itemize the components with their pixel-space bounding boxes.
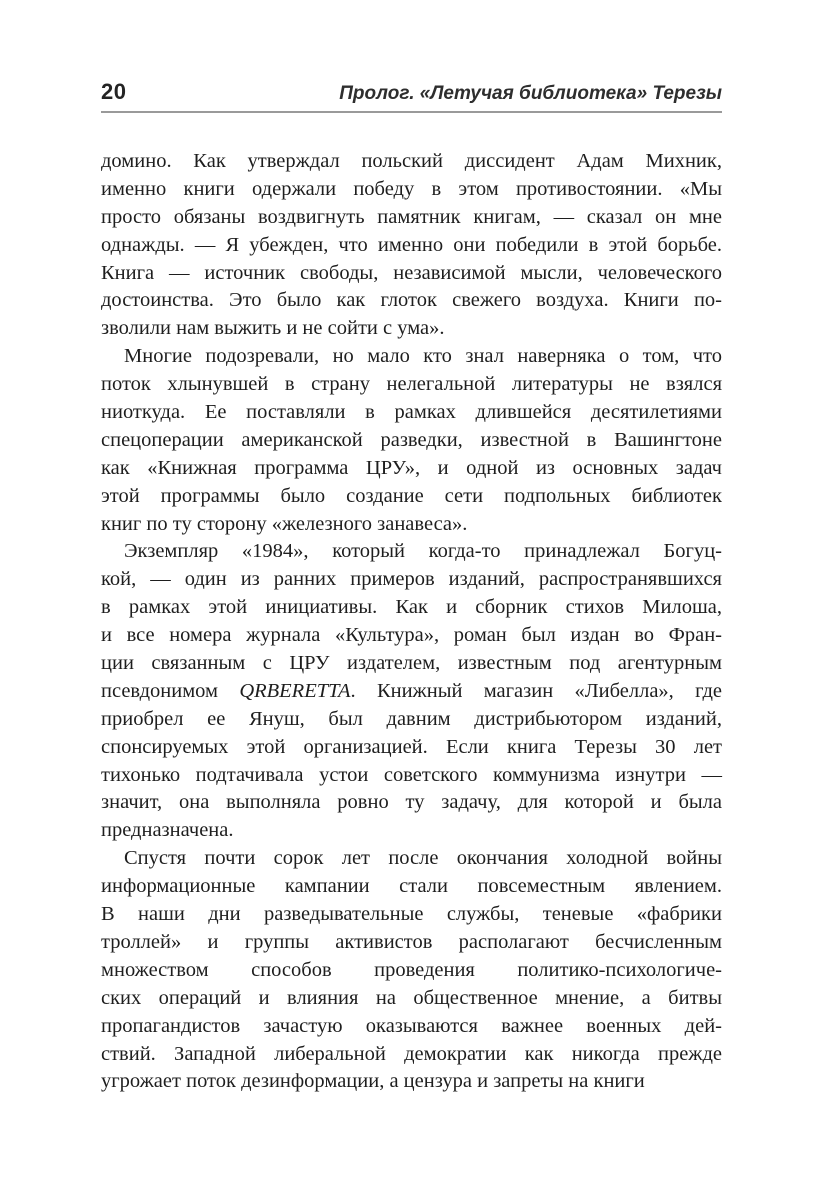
page-body bbox=[101, 148, 722, 1096]
text-segment: и все номера журнала «Культура», роман был издан во Фран- bbox=[101, 624, 722, 647]
text-segment: этой программы было создание сети подпольных библиотек bbox=[101, 484, 722, 507]
text-line bbox=[101, 204, 722, 232]
text-segment: троллей» и группы активистов располагают бесчисленным bbox=[101, 930, 722, 953]
text-line bbox=[101, 957, 722, 985]
text-line bbox=[101, 789, 722, 817]
running-head: Пролог. «Летучая библиотека» Терезы bbox=[339, 83, 722, 104]
header-rule bbox=[101, 111, 722, 113]
text-segment: книг по ту сторону «железного занавеса». bbox=[101, 512, 468, 535]
text-line bbox=[101, 650, 722, 678]
text-line bbox=[101, 538, 722, 566]
text-segment: множеством способов проведения политико-психологиче- bbox=[101, 958, 722, 981]
text-segment: Многие подозревали, но мало кто знал наверняка о том, что bbox=[124, 345, 722, 368]
text-line bbox=[101, 706, 722, 734]
text-line bbox=[101, 483, 722, 511]
text-segment: спецоперации американской разведки, известной в Вашингтоне bbox=[101, 428, 722, 451]
text-segment: достоинства. Это было как глоток свежего воздуха. Книги по- bbox=[101, 289, 722, 312]
text-segment: приобрел ее Януш, был давним дистрибьютором изданий, bbox=[101, 707, 722, 730]
text-segment: тихонько подтачивала устои советского коммунизма изнутри — bbox=[101, 763, 722, 786]
text-line bbox=[101, 734, 722, 762]
text-line bbox=[101, 901, 722, 929]
text-segment: ции связанным с ЦРУ издателем, известным под агентурным bbox=[101, 652, 722, 675]
text-line bbox=[101, 399, 722, 427]
text-segment: спонсируемых этой организацией. Если книга Терезы 30 лет bbox=[101, 735, 722, 758]
text-segment: как «Книжная программа ЦРУ», и одной из основных задач bbox=[101, 456, 722, 479]
text-segment: . Книжный магазин «Либелла», где bbox=[350, 679, 722, 702]
italic-text-segment: QRBERETTA bbox=[239, 679, 351, 702]
text-line bbox=[101, 929, 722, 957]
paragraph bbox=[101, 538, 722, 845]
text-line bbox=[101, 762, 722, 790]
text-line bbox=[101, 148, 722, 176]
text-segment: просто обязаны воздвигнуть памятник книгам, — сказал он мне bbox=[101, 205, 722, 228]
text-line bbox=[101, 232, 722, 260]
text-segment: В наши дни разведывательные службы, теневые «фабрики bbox=[101, 903, 722, 926]
text-line bbox=[101, 176, 722, 204]
text-line bbox=[101, 845, 722, 873]
text-segment: Спустя почти сорок лет после окончания холодной войны bbox=[124, 847, 722, 870]
text-line bbox=[101, 511, 722, 539]
text-line bbox=[101, 427, 722, 455]
text-segment: поток хлынувшей в страну нелегальной литературы не взялся bbox=[101, 373, 722, 396]
text-line bbox=[101, 1013, 722, 1041]
text-line bbox=[101, 985, 722, 1013]
text-line bbox=[101, 678, 722, 706]
text-segment: зволили нам выжить и не сойти с ума». bbox=[101, 317, 445, 340]
text-segment: Экземпляр «1984», который когда-то принадлежал Богуц- bbox=[124, 540, 722, 563]
text-segment: угрожает поток дезинформации, а цензура и запреты на книги bbox=[101, 1070, 645, 1093]
text-line bbox=[101, 371, 722, 399]
page-number: 20 bbox=[101, 79, 127, 104]
page-header bbox=[101, 0, 722, 106]
text-segment: именно книги одержали победу в этом противостоянии. «Мы bbox=[101, 177, 722, 200]
text-segment: ских операций и влияния на общественное мнение, а битвы bbox=[101, 986, 722, 1009]
text-line bbox=[101, 622, 722, 650]
text-segment: псевдонимом bbox=[101, 679, 240, 702]
text-segment: значит, она выполняла ровно ту задачу, для которой и была bbox=[101, 791, 722, 814]
text-line bbox=[101, 566, 722, 594]
text-segment: пропагандистов зачастую оказываются важнее военных дей- bbox=[101, 1014, 722, 1037]
page-column bbox=[101, 0, 722, 1096]
text-segment: Книга — источник свободы, независимой мысли, человеческого bbox=[101, 261, 722, 284]
text-line bbox=[101, 343, 722, 371]
text-segment: предназначена. bbox=[101, 819, 234, 842]
text-segment: ниоткуда. Ее поставляли в рамках длившейся десятилетиями bbox=[101, 401, 722, 424]
text-line bbox=[101, 594, 722, 622]
text-line bbox=[101, 1041, 722, 1069]
text-line bbox=[101, 873, 722, 901]
paragraph bbox=[101, 148, 722, 343]
text-line bbox=[101, 455, 722, 483]
text-line bbox=[101, 287, 722, 315]
text-line bbox=[101, 315, 722, 343]
paragraph bbox=[101, 845, 722, 1096]
text-segment: кой, — один из ранних примеров изданий, распространявшихся bbox=[101, 568, 722, 591]
text-segment: информационные кампании стали повсеместным явлением. bbox=[101, 875, 722, 898]
text-line bbox=[101, 260, 722, 288]
paragraph bbox=[101, 343, 722, 538]
text-line bbox=[101, 1068, 722, 1096]
text-segment: домино. Как утверждал польский диссидент Адам Михник, bbox=[101, 150, 722, 172]
text-segment: ствий. Западной либеральной демократии как никогда прежде bbox=[101, 1042, 722, 1065]
text-segment: однажды. — Я убежден, что именно они победили в этой борьбе. bbox=[101, 233, 722, 256]
text-line bbox=[101, 817, 722, 845]
text-segment: в рамках этой инициативы. Как и сборник стихов Милоша, bbox=[101, 596, 722, 619]
